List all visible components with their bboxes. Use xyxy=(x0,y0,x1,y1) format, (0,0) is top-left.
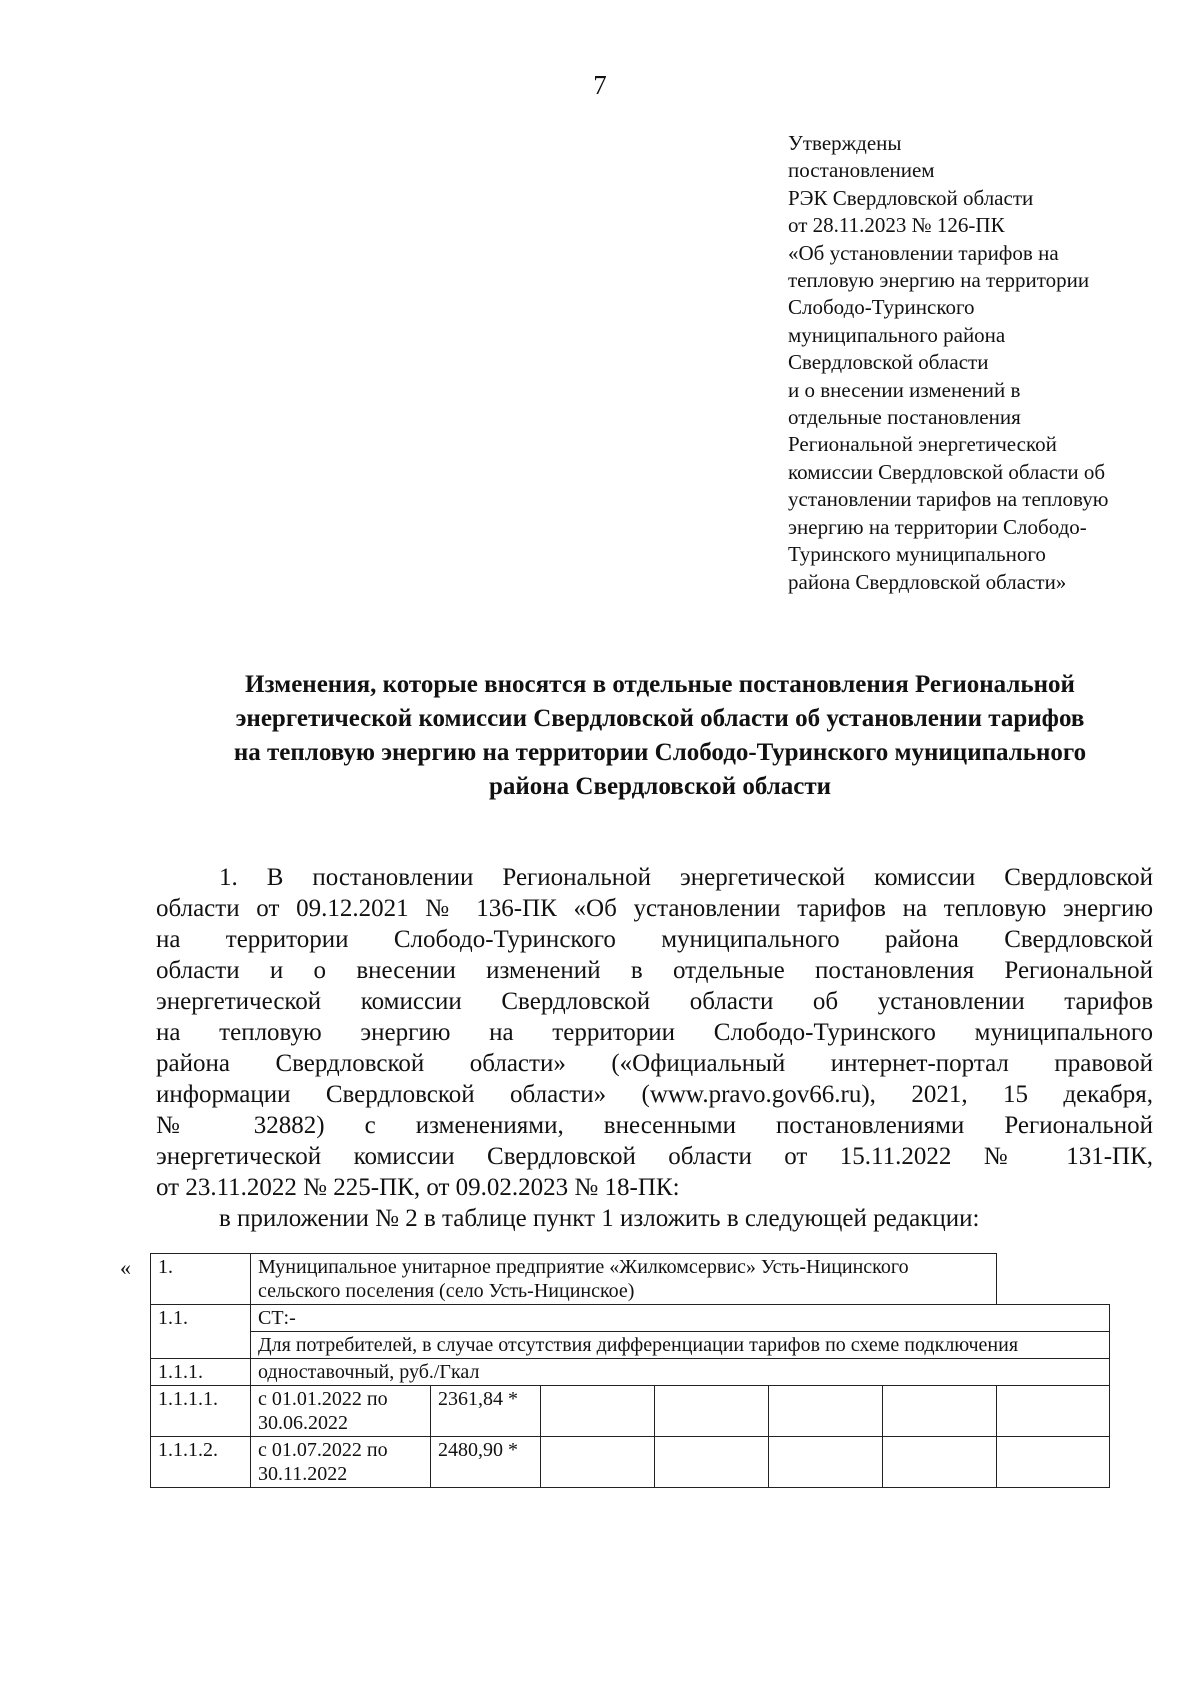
body-line: энергетической комиссии Свердловской области об установлении тарифов xyxy=(156,988,1153,1015)
table-row xyxy=(151,1332,1110,1359)
system-label: СТ:- xyxy=(251,1305,1110,1332)
title-line: на тепловую энергию на территории Слободо-Туринского муниципального xyxy=(233,739,1087,766)
row-number: 1.1.1.1. xyxy=(151,1386,251,1437)
approval-line: Слободо-Туринского xyxy=(788,295,975,320)
body-line: информации Свердловской области» (www.pravo.gov66.ru), 2021, 15 декабря, xyxy=(156,1081,1153,1108)
approval-line: отдельные постановления xyxy=(788,405,1021,430)
row-number: 1.1.1.2. xyxy=(151,1437,251,1488)
empty-cell xyxy=(769,1386,883,1437)
body-line: области от 09.12.2021 № 136-ПК «Об установлении тарифов на тепловую энергию xyxy=(156,895,1153,922)
body-line: на территории Слободо-Туринского муниципального района Свердловской xyxy=(156,926,1153,953)
consumer-description: Для потребителей, в случае отсутствия дифференциации тарифов по схеме подключения xyxy=(251,1332,1110,1359)
tariff-table xyxy=(150,1253,1110,1488)
body-line: района Свердловской области» («Официальный интернет-портал правовой xyxy=(156,1050,1153,1077)
approval-line: постановлением xyxy=(788,158,935,183)
approval-block xyxy=(788,130,1168,596)
body-paragraph xyxy=(156,862,1153,1234)
title-line: энергетической комиссии Свердловской области об установлении тарифов xyxy=(235,705,1085,732)
table-row xyxy=(151,1254,1110,1305)
approval-line: тепловую энергию на территории xyxy=(788,268,1090,293)
body-line: области и о внесении изменений в отдельные постановления Региональной xyxy=(156,957,1153,984)
empty-cell xyxy=(541,1437,655,1488)
empty-cell xyxy=(997,1254,1110,1305)
row-number: 1.1.1. xyxy=(151,1359,251,1386)
table-row xyxy=(151,1386,1110,1437)
empty-cell xyxy=(883,1437,997,1488)
approval-line: комиссии Свердловской области об xyxy=(788,459,1106,484)
approval-line: РЭК Свердловской области xyxy=(788,185,1034,210)
title-line: района Свердловской области xyxy=(488,773,832,800)
approval-line: от 28.11.2023 № 126-ПК xyxy=(788,213,1005,238)
title-line: Изменения, которые вносятся в отдельные постановления Региональной xyxy=(245,671,1075,698)
approval-line: Свердловской области xyxy=(788,350,989,375)
row-number: 1.1. xyxy=(151,1305,251,1359)
approval-line: «Об установлении тарифов на xyxy=(788,240,1059,265)
approval-line: и о внесении изменений в xyxy=(788,377,1021,402)
tariff-value: 2480,90 * xyxy=(431,1437,541,1488)
table-open-quote: « xyxy=(120,1255,131,1280)
tariff-type: одноставочный, руб./Гкал xyxy=(251,1359,1110,1386)
empty-cell xyxy=(655,1437,769,1488)
approval-line: энергию на территории Слободо- xyxy=(788,514,1087,539)
body-line: 1. В постановлении Региональной энергетической комиссии Свердловской xyxy=(219,864,1153,891)
empty-cell xyxy=(655,1386,769,1437)
period-cell: с 01.01.2022 по 30.06.2022 xyxy=(251,1386,431,1437)
body-line: № 32882) с изменениями, внесенными постановлениями Региональной xyxy=(156,1112,1153,1139)
approval-line: Туринского муниципального xyxy=(788,542,1046,567)
tariff-value: 2361,84 * xyxy=(431,1386,541,1437)
approval-line: Региональной энергетической xyxy=(788,432,1057,457)
body-line: в приложении № 2 в таблице пункт 1 изложить в следующей редакции: xyxy=(219,1205,980,1232)
approval-line: района Свердловской области» xyxy=(788,569,1067,594)
table-row xyxy=(151,1305,1110,1332)
approval-line: Утверждены xyxy=(788,131,902,155)
empty-cell xyxy=(883,1386,997,1437)
approval-line: установлении тарифов на тепловую xyxy=(788,487,1109,512)
empty-cell xyxy=(769,1437,883,1488)
body-line: от 23.11.2022 № 225-ПК, от 09.02.2023 № 18-ПК: xyxy=(156,1174,680,1201)
empty-cell xyxy=(997,1386,1110,1437)
page-number: 7 xyxy=(593,70,607,100)
document-title xyxy=(130,668,1190,804)
approval-line: муниципального района xyxy=(788,322,1006,347)
empty-cell xyxy=(997,1437,1110,1488)
row-number: 1. xyxy=(151,1254,251,1305)
body-line: на тепловую энергию на территории Слободо-Туринского муниципального xyxy=(156,1019,1153,1046)
organization-name: Муниципальное унитарное предприятие «Жилкомсервис» Усть-Ницинского сельского поселения (село Усть-Ницинское) xyxy=(251,1254,997,1305)
body-line: энергетической комиссии Свердловской области от 15.11.2022 № 131-ПК, xyxy=(156,1143,1153,1170)
period-cell: с 01.07.2022 по 30.11.2022 xyxy=(251,1437,431,1488)
empty-cell xyxy=(541,1386,655,1437)
table-row xyxy=(151,1437,1110,1488)
table-row xyxy=(151,1359,1110,1386)
